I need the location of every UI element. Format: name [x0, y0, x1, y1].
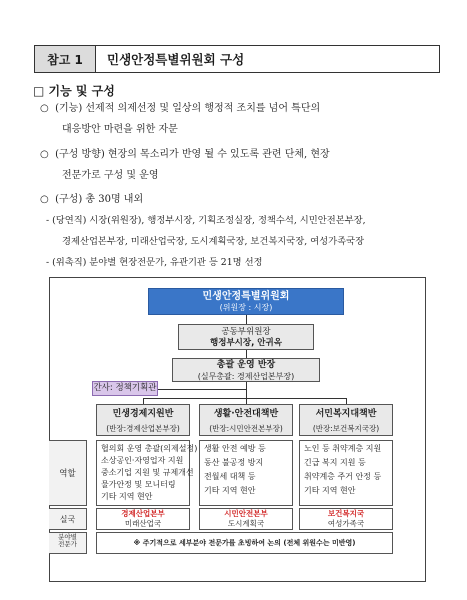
chair-title: 민생안정특별위원회: [202, 291, 290, 302]
role-line: 긴급 복지 지원 등: [304, 458, 366, 467]
secretary-box: 간사: 정책기획관: [92, 381, 158, 396]
role-line: 협의회 운영 총괄(의제설정): [101, 444, 198, 453]
dept-box-welfare: [299, 508, 393, 530]
role-line: 취약계층 주거 안정 등: [304, 472, 382, 481]
vice-chair-title: 공동부위원장: [221, 327, 271, 337]
connector: [246, 315, 247, 324]
sub-item: - (당연직) 시장(위원장), 행정부시장, 기획조정실장, 정책수석, 시민안전본부장,: [46, 215, 366, 226]
bullet-item: ○ (기능) 선제적 의제선정 및 일상의 행정적 조치를 넘어 특단의: [40, 103, 321, 114]
dept-secondary: 도시계획국: [227, 519, 265, 528]
sub-item-continued: 경제산업본부장, 미래산업국장, 도시계획국장, 보건복지국장, 여성가족국장: [62, 236, 365, 247]
dept-primary: 시민안전본부: [224, 509, 268, 518]
reference-number: 참고 1: [35, 46, 96, 72]
team-name: 서민복지대책반: [315, 409, 377, 419]
team-name: 민생경제지원반: [112, 409, 174, 419]
role-line: 노인 등 취약계층 지원: [304, 444, 382, 453]
team-head: (반장:시민안전본부장): [209, 424, 283, 433]
team-name: 생활·안전대책반: [213, 409, 279, 419]
role-line: 전월세 대책 등: [204, 472, 256, 481]
vice-chair-box: [178, 324, 314, 350]
expert-note: ※ 주기적으로 세부분야 전문가를 초빙하여 논의 (전체 위원수는 미반영): [96, 532, 393, 554]
general-manager-box: [172, 358, 320, 382]
role-line: 중소기업 지원 및 규제개선: [101, 468, 194, 477]
vice-chair-members: 행정부시장, 안귀옥: [210, 338, 282, 348]
general-manager-subtitle: (실무총괄: 경제산업본부장): [197, 372, 295, 381]
team-head: (반장:경제산업본부장): [106, 424, 180, 433]
row-label-role: 역할: [49, 440, 87, 506]
dept-box-safety: [199, 508, 293, 530]
chair-box: [148, 288, 344, 315]
role-line: 동산 불공정 방지: [204, 458, 264, 467]
role-line: 생활 안전 예방 등: [204, 444, 266, 453]
reference-header: [34, 45, 440, 73]
chair-subtitle: (위원장 : 시장): [219, 303, 273, 312]
bullet-item-continued: 대응방안 마련을 위한 자문: [62, 124, 178, 135]
row-label-dept: 실국: [49, 508, 87, 530]
connector: [246, 350, 247, 358]
dept-primary: 경제산업본부: [121, 509, 165, 518]
sub-item: - (위촉직) 분야별 현장전문가, 유관기관 등 21명 선정: [46, 257, 263, 268]
reference-title: 민생안정특별위원회 구성: [107, 52, 245, 67]
bullet-item: ○ (구성 방향) 현장의 목소리가 반영 될 수 있도록 관련 단체, 현장: [40, 149, 330, 160]
role-line: 물가안정 및 모니터링: [101, 480, 176, 489]
role-line: 기타 지역 현안: [204, 486, 256, 495]
bullet-item: ○ (구성) 총 30명 내외: [40, 194, 144, 205]
team-box-welfare: [299, 404, 393, 436]
role-line: 기타 지역 현안: [101, 492, 153, 501]
row-label-expert: 분야별 전문가: [49, 532, 87, 554]
section-title: □ 기능 및 구성: [33, 84, 115, 98]
dept-secondary: 여성가족국: [327, 519, 365, 528]
connector: [246, 382, 247, 398]
role-line: 소상공인·자영업자 지원: [101, 456, 184, 465]
team-box-economy: [96, 404, 190, 436]
dept-secondary: 미래산업국: [124, 519, 162, 528]
bullet-item-continued: 전문가로 구성 및 운영: [62, 170, 159, 181]
general-manager-title: 총괄 운영 반장: [216, 360, 276, 370]
dept-primary: 보건복지국: [327, 509, 365, 518]
team-box-safety: [199, 404, 293, 436]
team-head: (반장:보건복지국장): [312, 424, 380, 433]
connector: [143, 398, 346, 399]
role-line: 기타 지역 현안: [304, 486, 356, 495]
dept-box-economy: [96, 508, 190, 530]
connector: [158, 389, 246, 390]
